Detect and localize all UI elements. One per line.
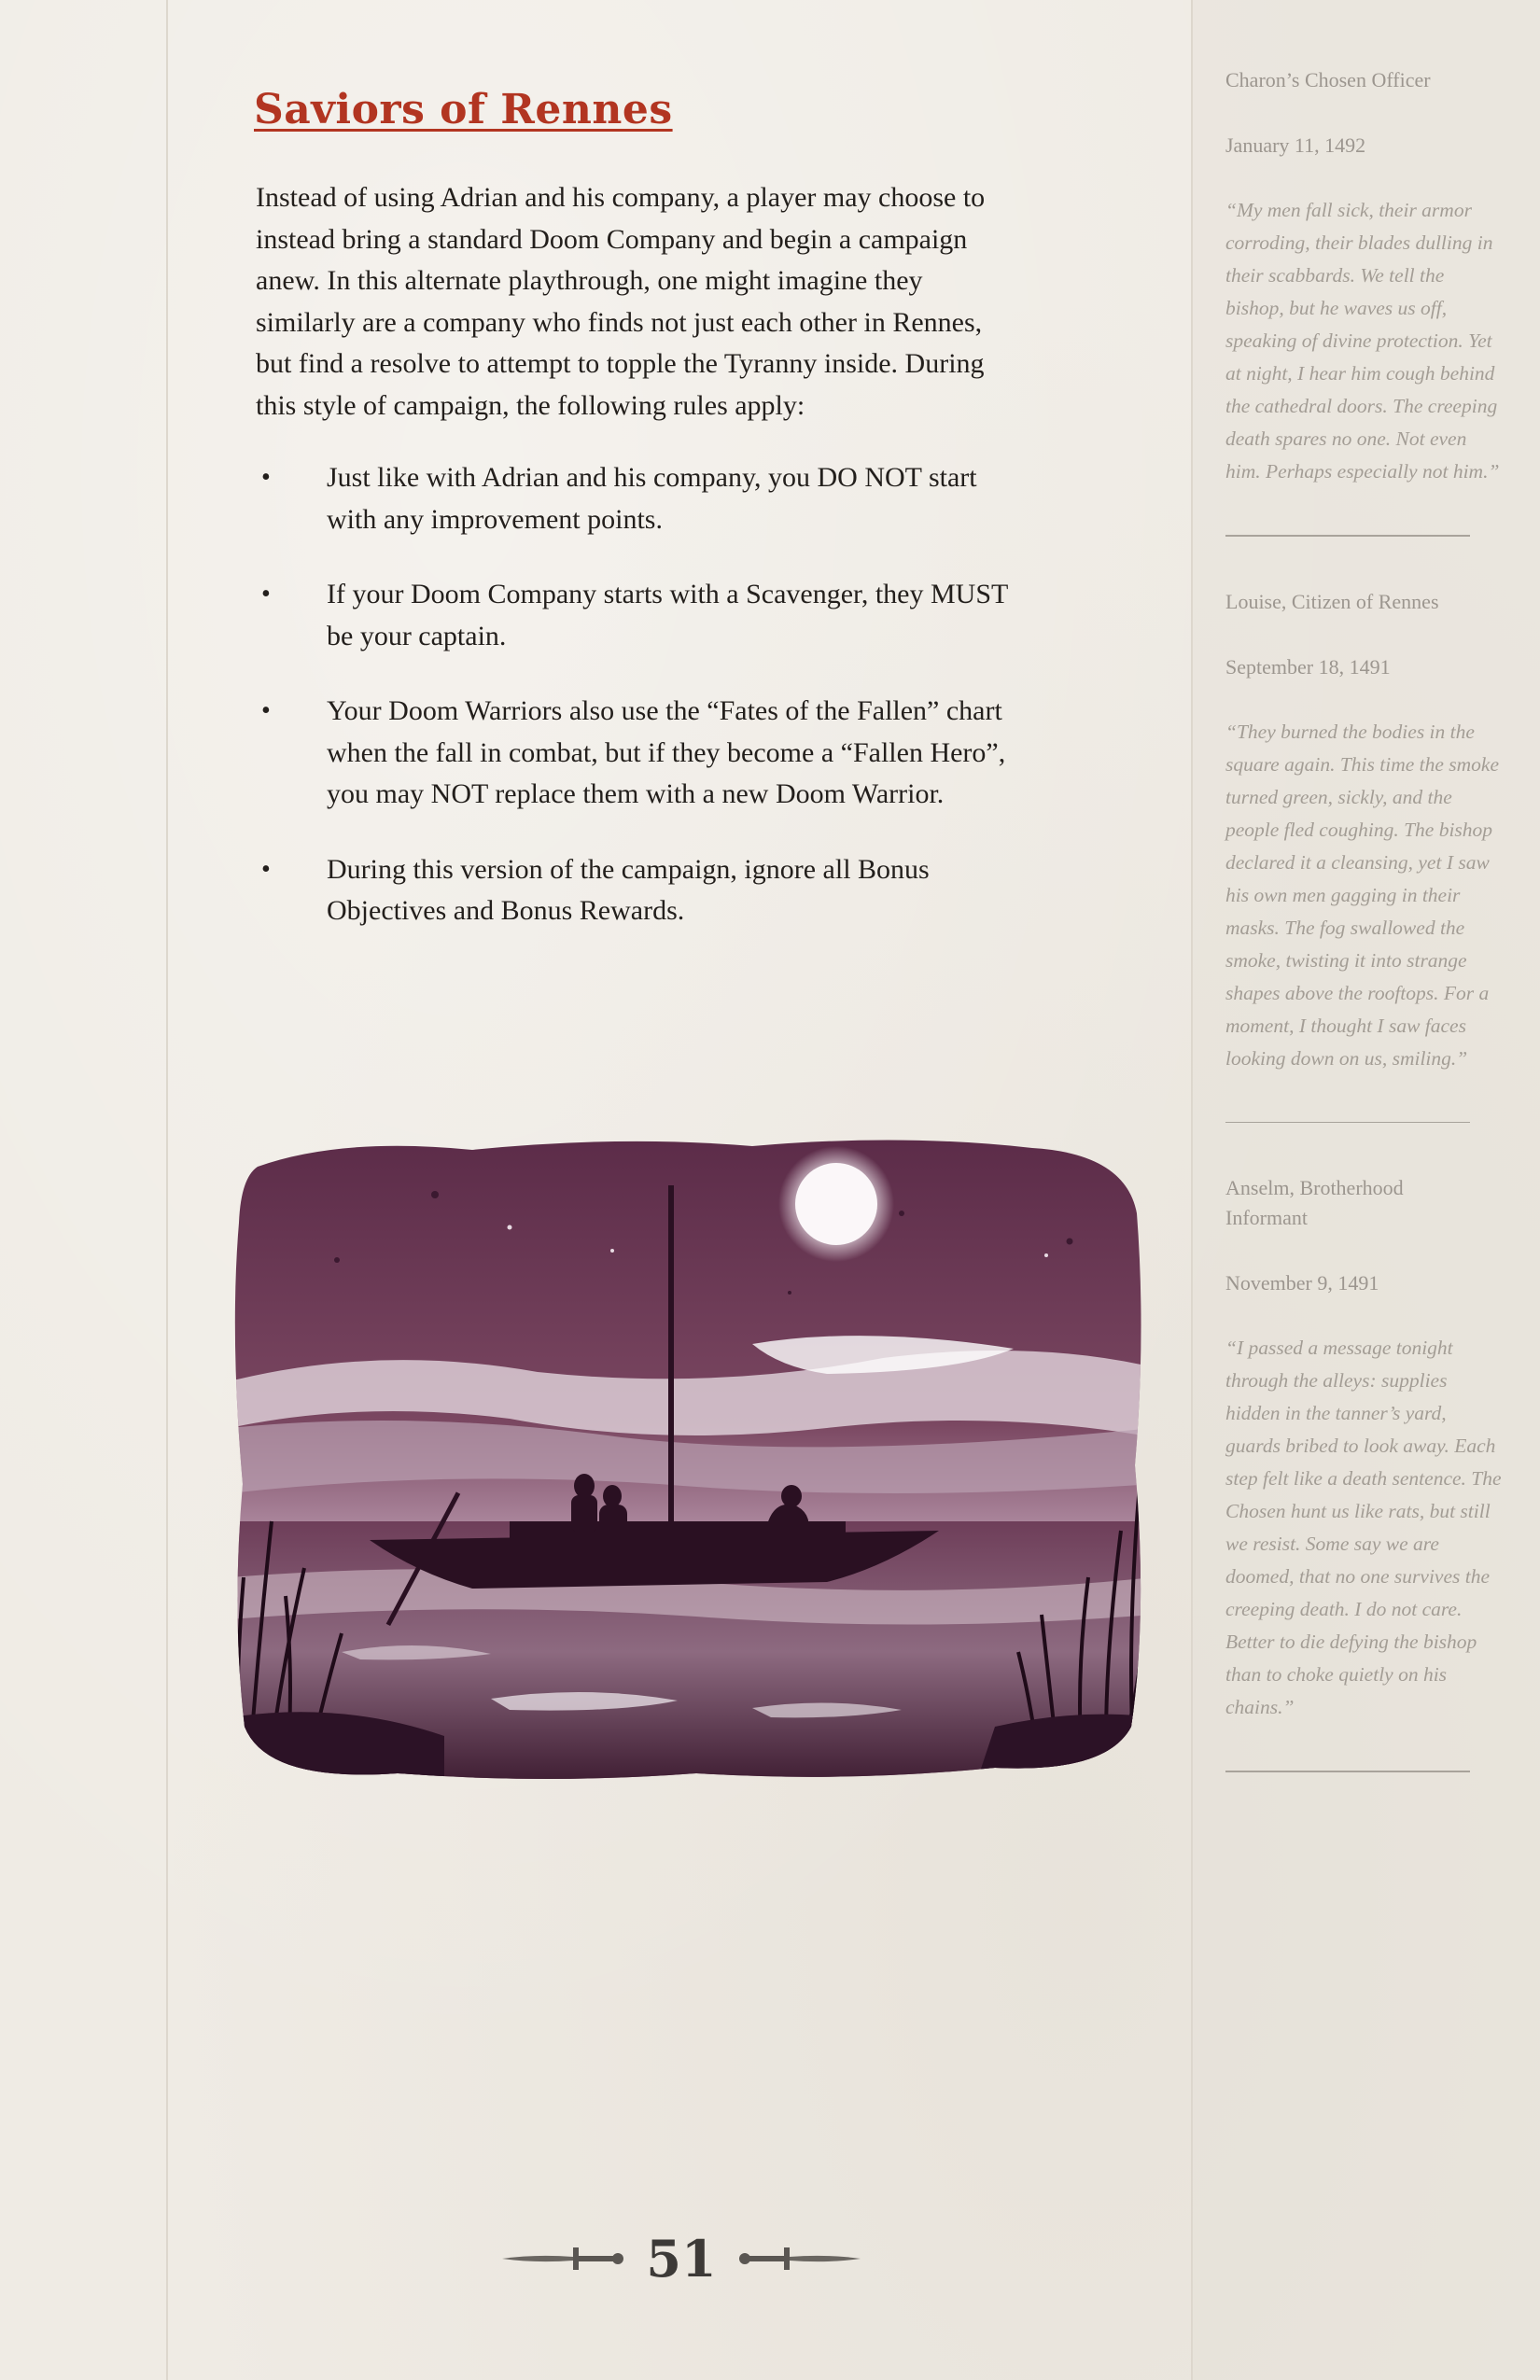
journal-entry [1225, 1173, 1505, 1724]
rule-text: Your Doom Warriors also use the “Fates of the Fallen” chart when the fall in combat, but if they become a “Fallen Hero”, you may NOT replace them with a new Doom Warrior. [327, 695, 1006, 809]
bullet-icon: • [261, 696, 271, 725]
bullet-icon: • [261, 580, 271, 609]
intro-paragraph: Instead of using Adrian and his company, a player may choose to instead bring a standard Doom Company and begin a campaign anew. In this alternate playthrough, one might imagine they similarly are a company who finds not just each other in Rennes, but find a resolve to attempt to topple the Tyranny inside. During this style of campaign, the following rules apply: [256, 182, 986, 421]
entry-author: Charon’s Chosen Officer [1225, 68, 1431, 91]
page-number-footer [495, 2221, 868, 2296]
entry-quote: “They burned the bodies in the square again. This time the smoke turned green, sickly, and the people fled coughing. The bishop declared it a cleansing, yet I saw his own men gagging in their masks. The fog swallowed the smoke, twisting it into strange shapes above the rooftops. For a moment, I thought I saw faces looking down on us, smiling.” [1225, 720, 1500, 1070]
boat-illustration [230, 1129, 1154, 1783]
page-number: 51 [646, 2229, 717, 2289]
bullet-icon: • [261, 463, 271, 492]
journal-entry [1225, 65, 1505, 488]
bullet-icon: • [261, 854, 271, 884]
entry-author: Louise, Citizen of Rennes [1225, 589, 1439, 613]
sidebar-separator-rule [1191, 0, 1193, 2380]
entry-date: September 18, 1491 [1225, 654, 1391, 679]
rule-text: If your Doom Company starts with a Scavenger, they MUST be your captain. [327, 579, 1008, 651]
entry-quote: “I passed a message tonight through the alleys: supplies hidden in the tanner’s yard, guards bribed to look away. Each step felt like a death sentence. The Chosen hunt us like rats, but still we resist. Some say we are doomed, that no one survives the creeping death. I do not care. Better to die defying the bishop than to choke quietly on his chains.” [1225, 1337, 1502, 1718]
rule-item [256, 691, 1021, 816]
entry-quote: “My men fall sick, their armor corroding, their blades dulling in their scabbards. We tell the bishop, but he waves us off, speaking of divine protection. Yet at night, I hear him cough behind the cathedral doors. The creeping death spares no one. Not even him. Perhaps especially not him.” [1225, 199, 1500, 483]
rule-item [256, 849, 1021, 932]
rule-text: During this version of the campaign, ignore all Bonus Objectives and Bonus Rewards. [327, 853, 930, 926]
journal-entry [1225, 587, 1505, 1075]
rule-text: Just like with Adrian and his company, you DO NOT start with any improvement points. [327, 462, 977, 535]
rules-list [256, 457, 1021, 966]
entry-divider [1225, 1771, 1470, 1772]
entry-date: November 9, 1491 [1225, 1271, 1379, 1295]
left-margin-rule [166, 0, 168, 2380]
entry-date: January 11, 1492 [1225, 133, 1366, 157]
entry-divider [1225, 1122, 1470, 1124]
rule-item [256, 574, 1021, 657]
entry-author: Anselm, Brotherhood Informant [1225, 1176, 1404, 1229]
rule-item [256, 457, 1021, 540]
dagger-ornament-left-icon [498, 2240, 629, 2277]
journal-sidebar [1225, 65, 1505, 1823]
section-title: Saviors of Rennes [254, 86, 673, 133]
entry-divider [1225, 535, 1470, 537]
dagger-ornament-right-icon [734, 2240, 864, 2277]
